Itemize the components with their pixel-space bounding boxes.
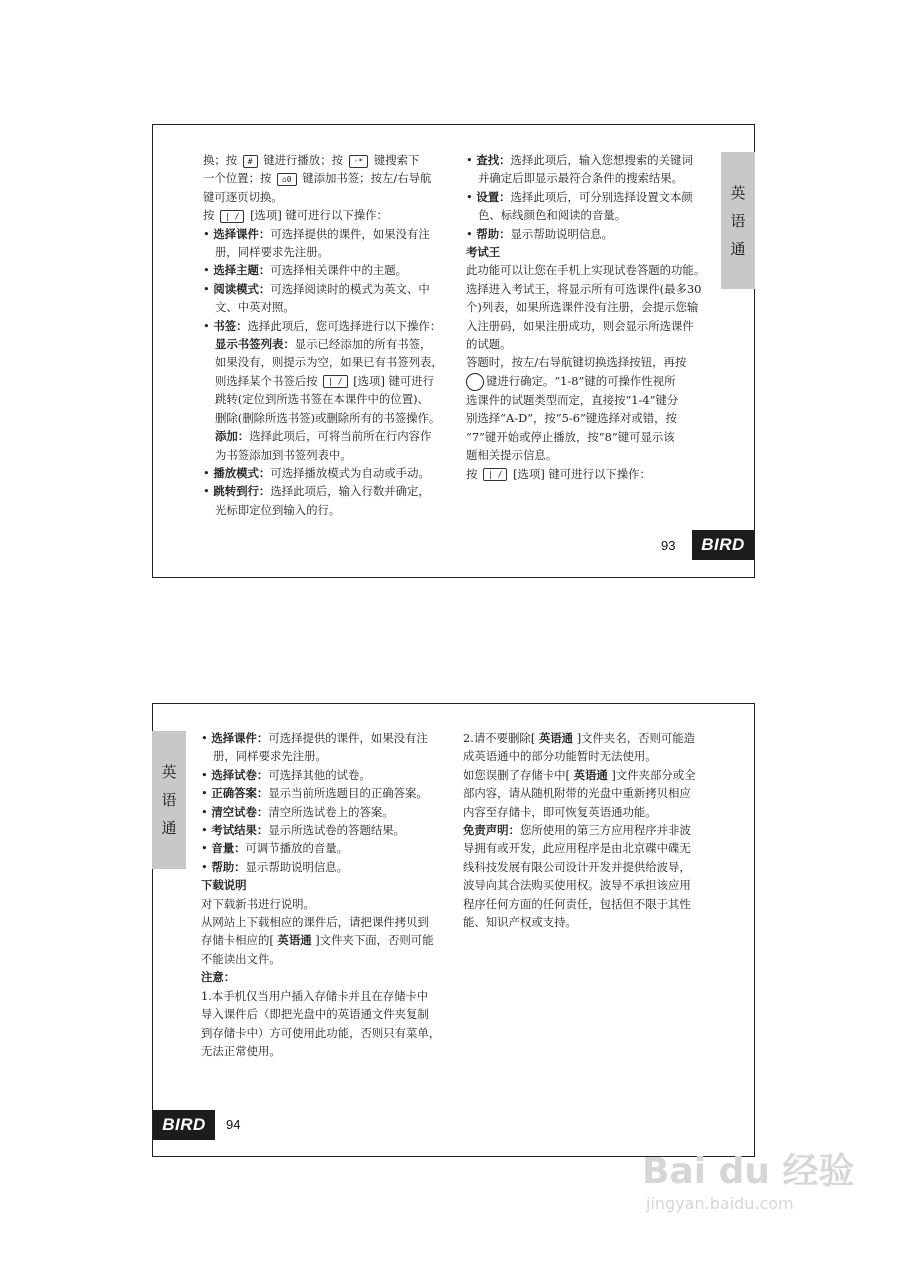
text-line (203, 188, 465, 206)
text-line (201, 1042, 463, 1060)
text-line (466, 280, 724, 298)
body-text: • (203, 226, 214, 241)
text-line (466, 206, 724, 224)
body-text: • (201, 731, 212, 745)
text-line (203, 464, 465, 482)
text-line (466, 409, 724, 427)
text-line (203, 446, 465, 464)
text-line (201, 895, 463, 913)
body-text: 入注册码，如果注册成功，则会显示所选课件 (466, 318, 694, 333)
body-text: 册，同样要求先注册。 (215, 245, 329, 260)
text-line (466, 317, 724, 335)
watermark-logo-text: Bai du 经验 (642, 1151, 855, 1192)
body-text: • (466, 153, 477, 167)
body-text: • (201, 786, 212, 801)
body-text: 能、知识产权或支持。 (463, 915, 577, 930)
bold-term: 显示书签列表： (215, 337, 295, 352)
bold-term: 正确答案： (211, 786, 269, 801)
body-text: • (203, 465, 214, 480)
bold-term: 英语通 (573, 767, 608, 782)
text-line (463, 784, 725, 802)
text-line (466, 465, 724, 483)
bold-term: 选择主题： (213, 263, 271, 278)
body-text: 导入课件后（即把光盘中的英语通文件夹复制 (201, 1007, 429, 1022)
body-text: [选项] 键可进行以下操作： (246, 208, 388, 223)
text-line (463, 876, 725, 894)
text-line (466, 188, 724, 206)
page-number: 94 (226, 1117, 241, 1132)
text-line (203, 151, 465, 169)
text-line (201, 803, 463, 821)
text-line (201, 858, 463, 876)
text-line (203, 225, 465, 243)
section-heading: 下载说明 (201, 878, 247, 893)
body-text: ]文件夹名，否则可能造 (573, 731, 696, 745)
phone-key-icon: # (243, 155, 258, 168)
text-line (463, 913, 725, 931)
body-text: 键搜索下 (370, 153, 420, 167)
body-text: 可选择阅读时的模式为英文、中 (270, 281, 430, 296)
body-text: 对下载新书进行说明。 (201, 896, 315, 911)
text-line (463, 747, 725, 765)
body-text: 显示已经添加的所有书签， (294, 337, 432, 352)
section-tab-english-tong (152, 731, 186, 869)
manual-page-94 (152, 703, 755, 1157)
section-heading: 注意： (201, 970, 236, 985)
body-text: 可选择提供的课件，如果没有注 (268, 731, 428, 745)
body-text: “7”键开始或停止播放，按“8”键可显示该 (466, 429, 675, 444)
text-line (466, 261, 724, 279)
section-tab-char: 英 (161, 763, 177, 781)
text-line (201, 1005, 463, 1023)
body-text: 显示帮助说明信息。 (510, 226, 614, 241)
text-line (203, 169, 465, 187)
bold-term: 帮助： (476, 226, 511, 241)
body-text: 到存储卡中）方可使用此功能，否则只有菜单， (201, 1025, 441, 1040)
section-tab-char: 语 (730, 211, 746, 230)
bold-term: 音量： (211, 841, 246, 856)
body-text: 的试题。 (466, 337, 512, 352)
baidu-jingyan-watermark (642, 1150, 855, 1214)
body-text: 键进行播放；按 (259, 153, 347, 167)
text-line (201, 987, 463, 1005)
body-text: 从网站上下载相应的课件后，请把课件拷贝到 (201, 915, 429, 930)
text-line (203, 353, 465, 371)
body-text: 跳转(定位到所选书签在本课件中的位置)、 (215, 392, 429, 407)
text-line (201, 913, 463, 931)
body-text: 按 (203, 208, 219, 223)
text-line (466, 335, 724, 353)
body-text: 选择此项后，输入您想搜索的关键词 (510, 153, 693, 167)
body-text: • (466, 226, 477, 241)
text-line (466, 391, 724, 409)
text-line (466, 243, 724, 261)
text-line (463, 858, 725, 876)
text-line (463, 895, 725, 913)
text-line (203, 206, 465, 224)
text-line (201, 784, 463, 802)
bold-term: 考试结果： (211, 823, 269, 838)
body-text: 选择进入考试王，将显示所有可选课件(最多30 (466, 281, 702, 296)
bold-term: 书签： (213, 318, 248, 333)
text-line (201, 839, 463, 857)
body-text: 删除(删除所选书签)或删除所有的书签操作。 (215, 410, 441, 425)
body-text: 一个位置；按 (203, 171, 275, 186)
body-text: 可选择相关课件中的主题。 (270, 263, 408, 278)
body-text: 如果没有，则提示为空，如果已有书签列表， (215, 355, 443, 370)
text-line (203, 335, 465, 353)
page-94-right-column (463, 729, 725, 931)
bold-term: 英语通 (538, 731, 574, 745)
body-text: 您所使用的第三方应用程序并非波 (519, 823, 691, 838)
body-text: 按 (466, 466, 482, 481)
text-line (463, 803, 725, 821)
body-text: 答题时，按左/右导航键切换选择按钮，再按 (466, 355, 687, 370)
text-line (201, 821, 463, 839)
ok-key-icon (466, 373, 484, 391)
text-line (203, 427, 465, 445)
section-tab-char: 语 (161, 791, 177, 809)
body-text: 个)列表，如果所选课件没有注册，会提示您输 (466, 300, 699, 315)
body-text: 无法正常使用。 (201, 1043, 281, 1058)
body-text: 导拥有或开发，此应用程序是由北京碟中碟无 (463, 841, 691, 856)
body-text: 2.请不要删除[ (463, 731, 539, 745)
bold-term: 跳转到行： (213, 484, 271, 499)
text-line (201, 1024, 463, 1042)
phone-key-icon: | / (323, 375, 347, 388)
body-text: ]文件夹下面，否则可能 (311, 933, 434, 948)
page-93-left-column (203, 151, 465, 519)
body-text: 可选择其他的试卷。 (268, 767, 371, 782)
page-93-right-column (466, 151, 724, 483)
page-94-left-column (201, 729, 463, 1060)
body-text: 清空所选试卷上的答案。 (268, 804, 394, 819)
bold-term: 英语通 (277, 933, 312, 948)
body-text: 线科技发展有限公司设计开发并提供给波导， (463, 859, 691, 874)
bold-term: 设置： (476, 189, 511, 204)
phone-key-icon: | / (483, 468, 507, 481)
body-text: 可调节播放的音量。 (245, 841, 349, 856)
body-text: 册，同样要求先注册。 (213, 749, 327, 764)
body-text: 则选择某个书签后按 (215, 373, 322, 388)
phone-key-icon: ⌂0 (277, 173, 297, 186)
text-line (201, 950, 463, 968)
text-line (466, 446, 724, 464)
body-text: • (201, 841, 212, 856)
text-line (203, 482, 465, 500)
body-text: 程序任何方面的任何责任，包括但不限于其性 (463, 896, 691, 911)
body-text: 不能读出文件。 (201, 951, 281, 966)
body-text: 内容至存储卡，即可恢复英语通功能。 (463, 804, 657, 819)
page-number: 93 (661, 538, 676, 553)
text-line (466, 428, 724, 446)
body-text: 键可逐页切换。 (203, 189, 283, 204)
body-text: • (203, 281, 214, 296)
section-tab-char: 英 (730, 183, 746, 202)
body-text: • (201, 767, 212, 782)
body-text: • (203, 263, 214, 278)
body-text: • (201, 859, 212, 874)
text-line (466, 372, 724, 391)
body-text: 光标即定位到输入的行。 (215, 502, 341, 517)
bold-term: 清空试卷： (211, 804, 269, 819)
text-line (203, 317, 465, 335)
body-text: 换；按 (203, 153, 241, 167)
text-line (201, 747, 463, 765)
text-line (463, 729, 725, 747)
body-text: 文、中英对照。 (215, 300, 295, 315)
bold-term: 添加： (215, 429, 250, 444)
body-text: 键添加书签；按左/右导航 (298, 171, 432, 186)
body-text: • (201, 823, 212, 838)
bold-term: 播放模式： (213, 465, 271, 480)
body-text: 选择此项后，输入行数并确定， (270, 484, 430, 499)
section-tab-char: 通 (730, 239, 746, 258)
section-tab-english-tong (721, 152, 755, 289)
phone-key-icon: | / (220, 210, 244, 223)
phone-key-icon: ◦* (349, 155, 369, 168)
body-text: 此功能可以让您在手机上实现试卷答题的功能。 (466, 263, 706, 278)
body-text: 可选择播放模式为自动或手动。 (270, 465, 430, 480)
watermark-url: jingyan.baidu.com (646, 1194, 794, 1213)
body-text: • (201, 804, 212, 819)
body-text: 部内容，请从随机附带的光盘中重新拷贝相应 (463, 786, 691, 801)
text-line (201, 968, 463, 986)
text-line (201, 766, 463, 784)
bold-term: 选择试卷： (211, 767, 269, 782)
text-line (463, 766, 725, 784)
body-text: 存储卡相应的[ (201, 933, 278, 948)
text-line (466, 225, 724, 243)
text-line (203, 501, 465, 519)
text-line (203, 409, 465, 427)
body-text: ]文件夹部分或全 (607, 767, 696, 782)
body-text: 并确定后即显示最符合条件的搜索结果。 (478, 171, 684, 186)
bold-term: 免责声明： (463, 823, 520, 838)
body-text: • (466, 189, 477, 204)
text-line (203, 390, 465, 408)
text-line (466, 151, 724, 169)
body-text: 选择此项后，可将当前所在行内容作 (249, 429, 432, 444)
text-line (203, 372, 465, 390)
body-text: 别选择“A-D”，按“5-6”键选择对或错，按 (466, 411, 677, 426)
bold-term: 阅读模式： (213, 281, 271, 296)
body-text: 选课件的试题类型而定，直接按“1-4”键分 (466, 392, 679, 407)
body-text: 波导向其合法购买使用权。波导不承担该应用 (463, 878, 691, 893)
text-line (463, 839, 725, 857)
body-text: 显示帮助说明信息。 (245, 859, 349, 874)
bird-logo: BIRD (153, 1110, 215, 1140)
body-text: 显示当前所选题目的正确答案。 (268, 786, 428, 801)
body-text: 选择此项后，您可选择进行以下操作： (247, 318, 442, 333)
body-text: [选项] 键可进行以下操作： (509, 466, 651, 481)
text-line (466, 298, 724, 316)
text-line (463, 821, 725, 839)
body-text: 键进行确定。“1-8”键的可操作性视所 (486, 373, 676, 388)
text-line (466, 169, 724, 187)
body-text: 如您误删了存储卡中[ (463, 767, 574, 782)
body-text: • (203, 318, 214, 333)
body-text: 可选择提供的课件，如果没有注 (270, 226, 430, 241)
text-line (201, 931, 463, 949)
section-heading: 考试王 (466, 245, 501, 260)
text-line (203, 243, 465, 261)
section-tab-char: 通 (161, 819, 177, 837)
body-text: 1.本手机仅当用户插入存储卡并且在存储卡中 (201, 988, 429, 1003)
body-text: 题相关提示信息。 (466, 448, 558, 463)
body-text: [选项] 键可进行 (349, 373, 435, 388)
body-text: 显示所选试卷的答题结果。 (268, 823, 406, 838)
text-line (203, 280, 465, 298)
bold-term: 帮助： (211, 859, 246, 874)
body-text: 为书签添加到书签列表中。 (215, 447, 352, 462)
bold-term: 查找： (476, 153, 511, 167)
body-text: 选择此项后，可分别选择设置文本颜 (510, 189, 693, 204)
bold-term: 选择课件： (213, 226, 271, 241)
manual-page-93 (152, 124, 755, 578)
text-line (201, 729, 463, 747)
text-line (203, 298, 465, 316)
bold-term: 选择课件： (211, 731, 269, 745)
body-text: 成英语通中的部分功能暂时无法使用。 (463, 749, 657, 764)
text-line (466, 353, 724, 371)
bird-logo: BIRD (692, 530, 754, 560)
body-text: 色、标线颜色和阅读的音量。 (478, 208, 627, 223)
text-line (203, 261, 465, 279)
text-line (201, 876, 463, 894)
body-text: • (203, 484, 214, 499)
